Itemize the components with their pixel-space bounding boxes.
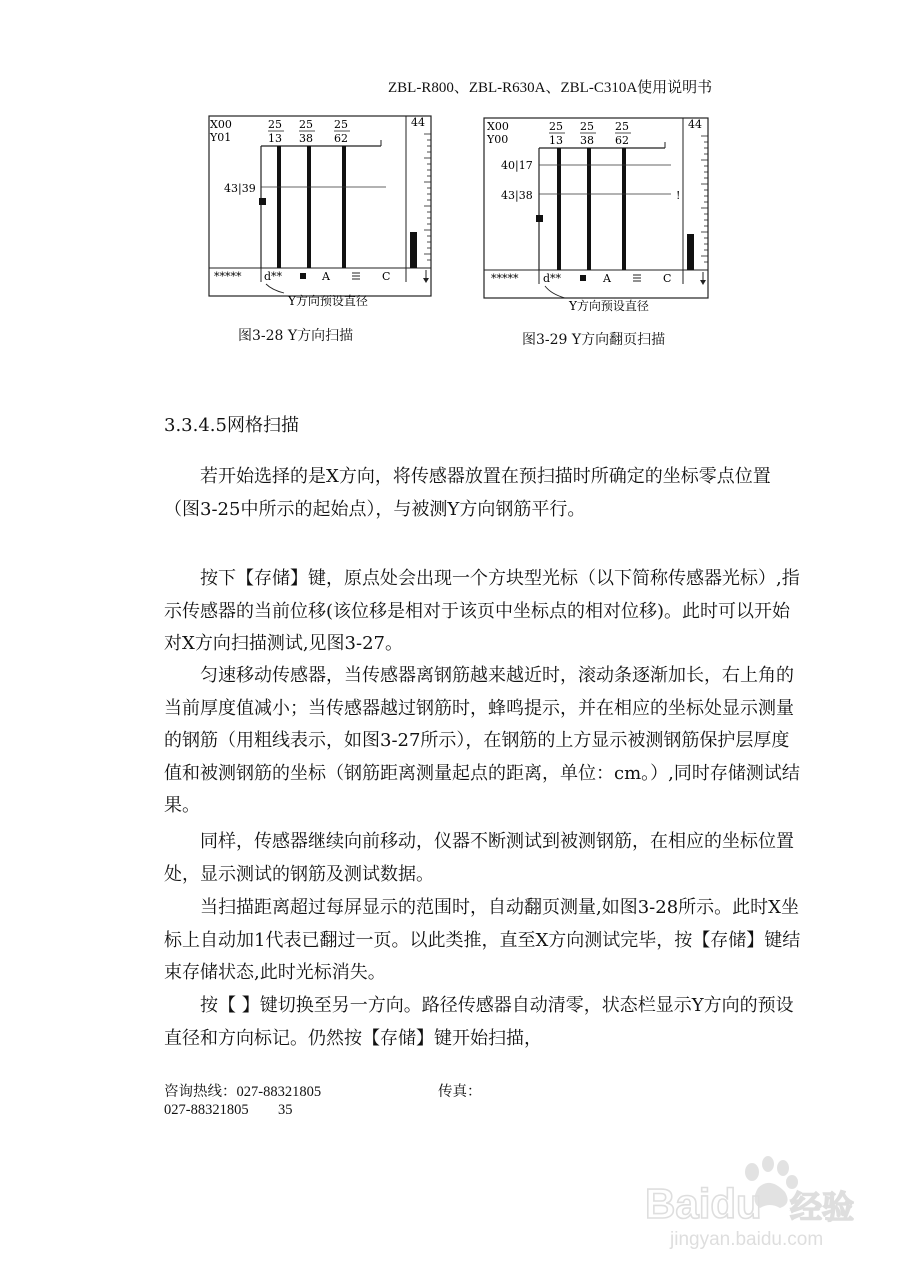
figure-caption-3-28: 图3-28 Y方向扫描 [238,328,354,344]
svg-text:38: 38 [299,132,313,145]
sensor-cursor [259,198,266,205]
coord-y-label: Y01 [210,131,232,144]
paragraph-6: 按【 】键切换至另一方向。路径传感器自动清零，状态栏显示Y方向的预设直径和方向标记。仍然按【存储】键开始扫描， [164,995,794,1049]
paragraph-2: 按下【存储】键，原点处会出现一个方块型光标（以下简称传感器光标）,指示传感器的当前位移(该位移是相对于该页中坐标点的相对位移)。此时可以开始对X方向扫描测试,见图3-27。 [164,568,800,654]
sensor-cursor [536,215,543,222]
status-diameter: d** [543,272,562,285]
rebar-line-3 [342,146,346,268]
footer-fax-number: 027-88321805 [164,1102,249,1118]
lcd-figure-y-page-scan [483,114,713,324]
lcd-screen [206,112,436,317]
coord-x-label: X00 [210,118,232,131]
watermark-brand: Baidu [645,1180,762,1227]
lcd-screen [483,114,713,324]
lcd-figure-y-scan [206,112,436,317]
paragraph-5: 当扫描距离超过每屏显示的范围时，自动翻页测量,如图3-28所示。此时X坐标上自动加1代表已翻过一页。以此类推，直至X方向测试完毕，按【存储】键结束存储状态,此时光标消失。 [164,897,801,983]
svg-text:25: 25 [580,120,594,133]
coord-y-label: Y00 [487,133,509,146]
rebar-readout-3 [615,120,631,147]
hline-label-1: 40|17 [501,159,533,172]
rebar-line-1 [277,146,281,268]
coord-x-label: X00 [487,120,509,133]
section-title: 3.3.4.5网格扫描 [164,415,299,436]
figure-caption-3-29: 图3-29 Y方向翻页扫描 [522,332,666,348]
svg-text:38: 38 [580,134,594,147]
svg-text:25: 25 [615,120,629,133]
rebar-line-2 [307,146,311,268]
signal-bar [687,234,694,270]
footer-fax-label: 传真： [438,1084,482,1100]
paragraph-1: 若开始选择的是X方向，将传感器放置在预扫描时所确定的坐标零点位置（图3-25中所示的起始点），与被测Y方向钢筋平行。 [164,466,771,520]
hline-label: 43|39 [224,182,256,195]
status-c: C [382,270,391,283]
signal-bar [410,232,417,268]
status-a: A [322,270,330,283]
document-header: ZBL-R800、ZBL-R630A、ZBL-C310A使用说明书 [388,80,713,96]
svg-text:13: 13 [268,132,282,145]
status-a: A [603,272,611,285]
page-number: 35 [278,1102,293,1118]
rebar-readout-1 [268,118,284,145]
thickness-value: 44 [411,116,425,129]
thickness-value: 44 [688,118,702,131]
rebar-readout-2 [580,120,596,147]
watermark-graphic [640,1150,870,1260]
footer-hotline: 咨询热线：027-88321805 [164,1084,322,1100]
status-c: C [663,272,672,285]
status-diameter: d** [264,270,283,283]
status-block-icon [300,273,306,279]
alert-mark: ! [676,189,681,202]
callout-label: Y方向预设直径 [288,294,368,308]
status-stars: ***** [214,270,242,283]
status-stars: ***** [491,272,519,285]
status-block-icon [580,275,586,281]
rebar-readout-1 [549,120,565,147]
paragraph-4: 同样，传感器继续向前移动，仪器不断测试到被测钢筋，在相应的坐标位置处，显示测试的钢筋及测试数据。 [164,831,794,885]
svg-text:25: 25 [268,118,282,131]
rebar-line-3 [622,148,626,270]
svg-text:25: 25 [549,120,563,133]
svg-text:13: 13 [549,134,563,147]
svg-text:25: 25 [334,118,348,131]
watermark-url: jingyan.baidu.com [670,1229,824,1250]
callout-label: Y方向预设直径 [569,299,649,313]
paragraph-3: 匀速移动传感器，当传感器离钢筋越来越近时，滚动条逐渐加长，右上角的当前厚度值减小；当传感器越过钢筋时，蜂鸣提示，并在相应的坐标处显示测量的钢筋（用粗线表示，如图3-27所示），在钢筋的上方显示被测钢筋保护层厚度值和被测钢筋的坐标（钢筋距离测量起点的距离，单位：cm。）,同时存储测试结果。 [164,665,800,816]
rebar-readout-3 [334,118,350,145]
baidu-jingyan-watermark [640,1150,870,1260]
svg-text:62: 62 [334,132,348,145]
svg-text:25: 25 [299,118,313,131]
watermark-brand-cn: 经验 [790,1188,855,1226]
rebar-line-2 [587,148,591,270]
rebar-readout-2 [299,118,315,145]
svg-text:62: 62 [615,134,629,147]
hline-label-2: 43|38 [501,189,533,202]
rebar-line-1 [557,148,561,270]
